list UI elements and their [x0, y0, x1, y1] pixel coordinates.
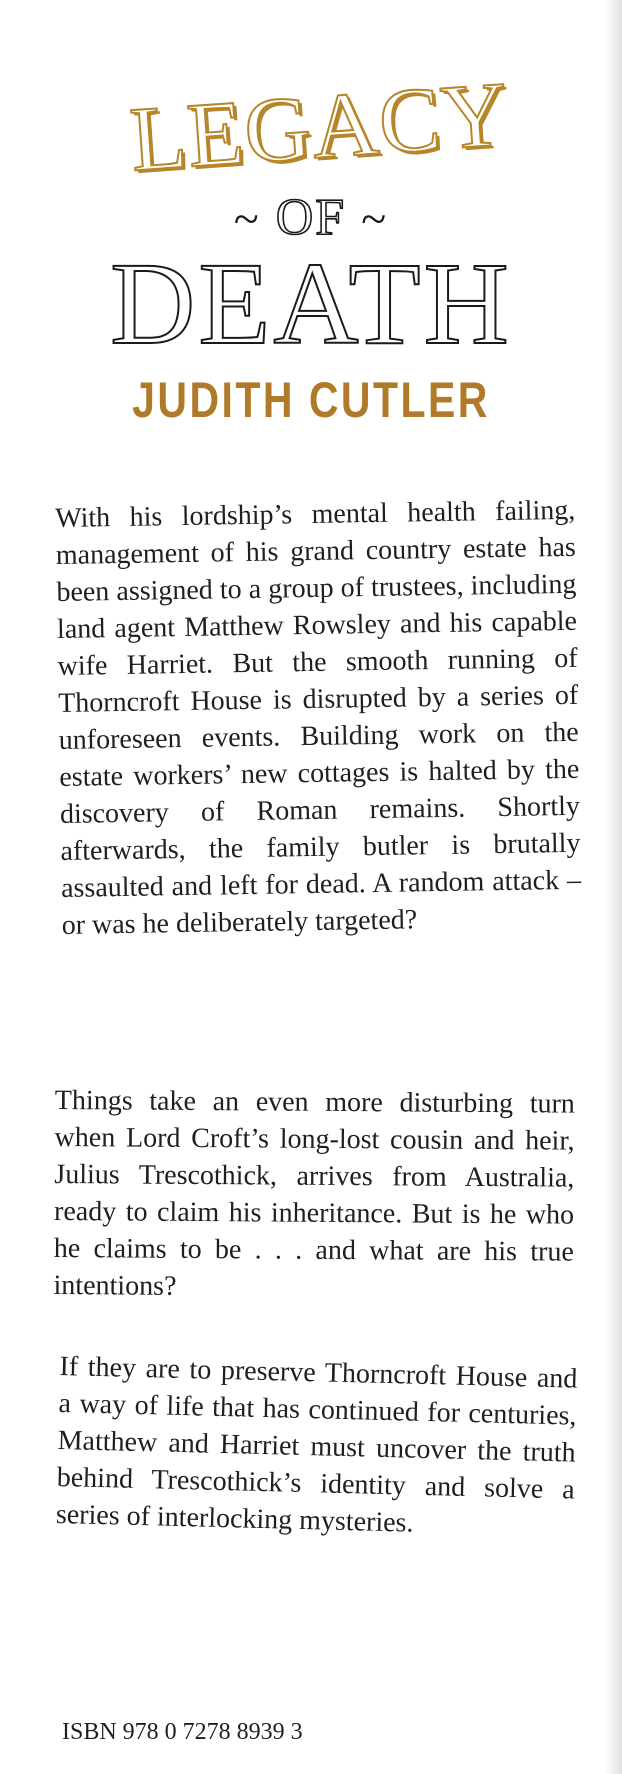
blurb-paragraph-1: With his lordship’s mental health failing, management of his grand country estate has been assigned to a group of trustees, including land agent Matthew Rowsley and his capable wife Harriet. But the smooth running of Thorncroft House is disrupted by a series of unforeseen events. Building work on the estate workers’ new cottages is halted by the discovery of Roman remains. Shortly afterwards, the family butler is brutally assaulted and left for dead. A random attack – or was he deliberately targeted? [55, 494, 582, 941]
isbn-number: ISBN 978 0 7278 8939 3 [62, 1719, 303, 1745]
title-legacy: LEGACY [126, 62, 513, 191]
blurb-paragraph-2: Things take an even more disturbing turn when Lord Croft’s long-lost cousin and heir, Julius Trescothick, arrives from Australia, ready to claim his inheritance. But is he who he claims to be . . . and what are his true intentions? [53, 1084, 575, 1302]
title-of-word: OF [275, 189, 347, 246]
tilde-left: ~ [233, 193, 261, 244]
tilde-right: ~ [361, 193, 389, 244]
title-death: DEATH [110, 238, 512, 369]
blurb-paragraph-3: If they are to preserve Thorncroft House and a way of life that has continued for centuries, Matthew and Harriet must uncover the truth behind Trescothick’s identity and solve a series of interlocking mysteries. [55, 1350, 578, 1539]
author-name: JUDITH CUTLER [132, 372, 490, 428]
